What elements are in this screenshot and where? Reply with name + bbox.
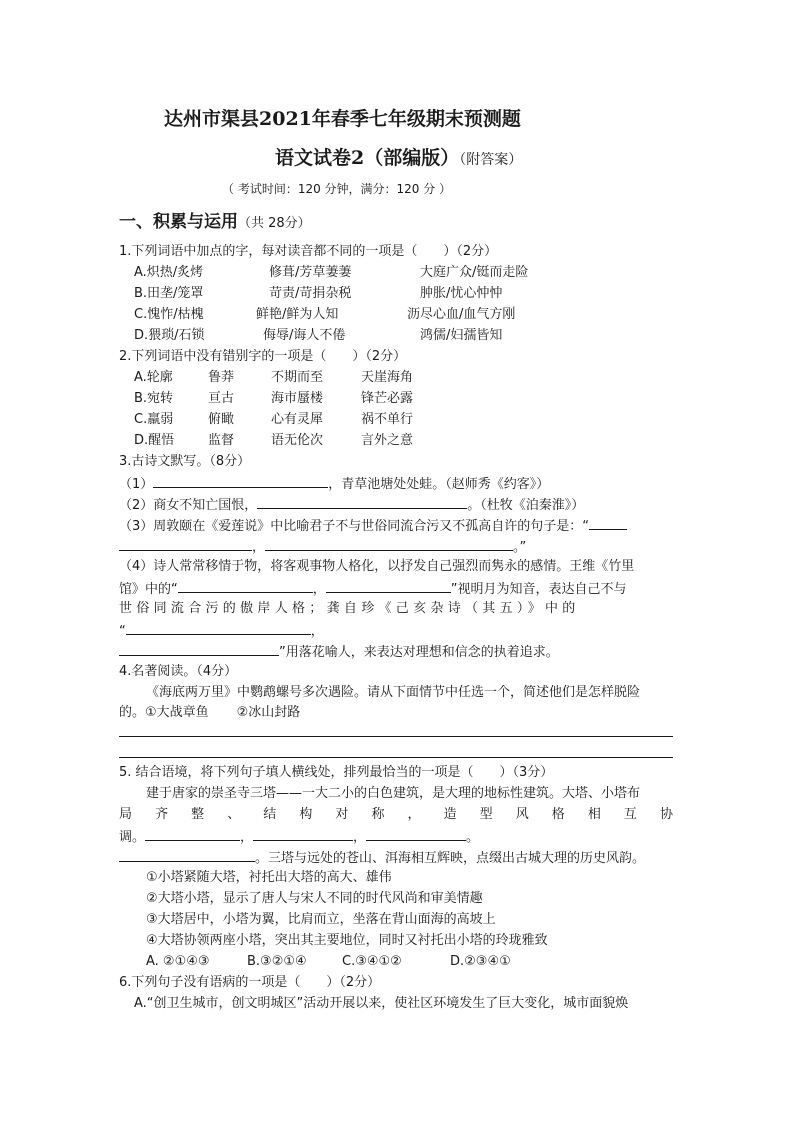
q4-line-2 <box>119 704 300 722</box>
q3-4-comma-2: ， <box>310 624 324 639</box>
q4-option-1: 的。①大战章鱼 <box>119 705 209 720</box>
q2-option-d-1: D.醒悟 <box>134 433 175 448</box>
q5-char: 格 <box>551 807 565 822</box>
q2-option-d-2: 监督 <box>208 433 235 448</box>
answer-blank[interactable] <box>153 474 328 488</box>
q2-option-b-4: 锋芒必露 <box>361 391 414 406</box>
q2-option-c-1: C.羸弱 <box>134 412 174 427</box>
q5-char: 、 <box>227 807 241 822</box>
q5-choice-b: B.③②①④ <box>247 954 307 969</box>
q5-char: 造 <box>443 807 457 822</box>
q3-line-2 <box>119 495 584 515</box>
q3-4-text: 馆》中的“ <box>119 582 178 597</box>
q5-tail: 。三塔与远处的苍山、洱海相互辉映，点缀出古城大理的历史风韵。 <box>255 851 646 866</box>
answer-blank[interactable] <box>589 516 627 530</box>
answer-blank[interactable] <box>253 827 353 841</box>
q2-option-a-3: 不期而至 <box>271 370 324 385</box>
q5-char: ， <box>407 807 421 822</box>
q3-2-head: （2）商女不知亡国恨， <box>119 498 258 513</box>
q5-end: 。 <box>466 830 480 845</box>
q2-option-c-3: 心有灵犀 <box>271 412 324 427</box>
q5-char: 局 <box>119 807 133 822</box>
answer-blank[interactable] <box>366 827 466 841</box>
q3-line-3-cont <box>119 537 526 557</box>
q2-stem: 2.下列词语中没有错别字的一项是（ ）（2分） <box>119 349 407 364</box>
exam-info: （ 考试时间：120 分钟，满分：120 分 ） <box>222 182 452 196</box>
q2-option-a-4: 天崖海角 <box>361 370 414 385</box>
q5-char: 齐 <box>155 807 169 822</box>
q5-char: 构 <box>299 807 313 822</box>
q5-char: 型 <box>479 807 493 822</box>
q4-option-2: ②冰山封路 <box>236 705 301 720</box>
q3-1-tail: ，青草池塘处处蛙。（赵师秀《约客》） <box>328 477 550 492</box>
q5-paragraph-4 <box>119 848 645 868</box>
q3-stem: 3.古诗文默写。（8分） <box>119 454 251 469</box>
answer-blank[interactable] <box>119 642 279 656</box>
subtitle-note: （附答案） <box>459 152 523 168</box>
q5-char: 结 <box>263 807 277 822</box>
q4-stem: 4.名著阅读。（4分） <box>119 664 238 679</box>
q3-line-3 <box>119 516 627 536</box>
q5-paragraph-3 <box>119 827 479 847</box>
q1-option-c-1: C.愧怍/枯槐 <box>134 307 204 322</box>
q5-text: 调。 <box>119 830 146 845</box>
answer-blank[interactable] <box>265 537 513 551</box>
answer-line[interactable] <box>119 757 673 758</box>
q5-choice-a: A. ②①④③ <box>146 954 210 969</box>
q5-choice-c: C.③④①② <box>342 954 402 969</box>
q3-2-tail: 。（杜牧《泊秦淮》） <box>467 498 585 513</box>
q5-choice-d: D.②③④① <box>450 954 511 969</box>
exam-title: 达州市渠县2021年春季七年级期末预测题 <box>164 108 521 130</box>
q2-option-b-1: B.宛转 <box>134 391 174 406</box>
q5-item-3: ③大塔居中，小塔为翼，比肩而立，坐落在背山面海的高坡上 <box>146 912 496 927</box>
q2-option-c-2: 俯瞰 <box>208 412 235 427</box>
q5-sep: ， <box>353 830 367 845</box>
q5-stem: 5. 结合语境，将下列句子填人横线处，排列最恰当的一项是（ ）（3分） <box>119 765 554 780</box>
q5-item-2: ②大塔小塔，显示了唐人与宋人不同的时代风尚和审美情趣 <box>146 891 483 906</box>
q1-stem: 1.下列词语中加点的字，每对读音都不同的一项是（ ）（2分） <box>119 244 498 259</box>
q3-4-comma: ， <box>312 582 326 597</box>
answer-blank[interactable] <box>178 579 313 593</box>
q3-4-end: ”用落花喻人，来表达对理想和信念的执着追求。 <box>279 645 559 660</box>
q2-option-d-3: 语无伦次 <box>271 433 324 448</box>
section-heading <box>119 211 311 235</box>
q1-option-b-3: 肿胀/忧心忡忡 <box>420 286 503 301</box>
q1-option-a-1: A.炽热/炙烤 <box>134 265 204 280</box>
q1-option-a-2: 修葺/芳草萋萋 <box>269 265 352 280</box>
q2-option-b-2: 亘古 <box>208 391 235 406</box>
q3-3-comma: ， <box>252 540 266 555</box>
q2-option-d-4: 言外之意 <box>361 433 414 448</box>
answer-blank[interactable] <box>119 848 255 862</box>
q1-option-d-3: 鸿儒/妇孺皆知 <box>420 328 503 343</box>
q1-option-b-2: 苛责/苛捐杂税 <box>269 286 352 301</box>
q1-option-c-2: 鲜艳/鲜为人知 <box>256 307 339 322</box>
answer-blank[interactable] <box>257 495 467 509</box>
q3-line-4a: （4）诗人常常移情于物，将客观事物人格化，以抒发自己强烈而隽永的感情。王维《竹里 <box>119 559 635 574</box>
q3-3-text: （3）周敦颐在《爱莲说》中比喻君子不与世俗同流合污又不孤高自许的句子是：“ <box>119 519 590 534</box>
q5-char: 互 <box>623 807 637 822</box>
q6-option-a: A.“创卫生城市，创文明城区”活动开展以来，使社区环境发生了巨大变化，城市面貌焕 <box>134 996 629 1011</box>
q4-line-1: 《海底两万里》中鹦鹉螺号多次遇险。请从下面情节中任选一个，简述他们是怎样脱险 <box>146 685 641 700</box>
q5-char: 相 <box>587 807 601 822</box>
q1-option-b-1: B.田垄/笼罩 <box>134 286 204 301</box>
q2-option-c-4: 祸不单行 <box>361 412 414 427</box>
q2-option-b-3: 海市蜃楼 <box>271 391 324 406</box>
q3-line-1 <box>119 474 549 494</box>
q3-4-open-quote: “ <box>119 624 126 639</box>
q1-option-c-3: 沥尽心血/血气方刚 <box>407 307 516 322</box>
answer-blank[interactable] <box>126 621 311 635</box>
q5-item-1: ①小塔紧随大塔，衬托出大塔的高大、雄伟 <box>146 870 392 885</box>
section-title: 一、积累与运用 <box>119 212 238 232</box>
q1-option-d-1: D.猥琐/石锁 <box>134 328 205 343</box>
q3-4-tail: ”视明月为知音，表达自己不与 <box>450 582 627 597</box>
q5-item-4: ④大塔协领两座小塔，突出其主要地位，同时又衬托出小塔的玲珑雅致 <box>146 933 548 948</box>
q5-char: 对 <box>335 807 349 822</box>
q3-line-4d <box>119 621 324 641</box>
q2-option-a-1: A.轮廓 <box>134 370 173 385</box>
q5-char: 风 <box>515 807 529 822</box>
q5-paragraph-2 <box>119 806 673 824</box>
q5-sep: ， <box>240 830 254 845</box>
q1-option-a-3: 大庭广众/铤而走险 <box>420 265 529 280</box>
q3-line-4b <box>119 579 627 599</box>
exam-subtitle <box>275 146 522 170</box>
answer-blank[interactable] <box>145 827 240 841</box>
q5-paragraph-1: 建于唐家的崇圣寺三塔——一大二小的白色建筑，是大理的地标性建筑。大塔、小塔布 <box>146 786 641 801</box>
q3-line-4c: 世俗同流合污的傲岸人格；龚自珍《己亥杂诗（其五）》中的 <box>119 601 580 616</box>
q3-1-number: （1） <box>119 477 154 492</box>
subtitle-main: 语文试卷2（部编版） <box>275 147 460 169</box>
q2-option-a-2: 鲁莽 <box>208 370 235 385</box>
section-points: （共 28分） <box>238 216 311 231</box>
q5-char: 整 <box>191 807 205 822</box>
q3-line-4e <box>119 642 559 662</box>
answer-blank[interactable] <box>119 537 252 551</box>
answer-blank[interactable] <box>326 579 451 593</box>
q1-option-d-2: 侮辱/诲人不倦 <box>263 328 346 343</box>
q3-3-end: 。” <box>513 540 527 555</box>
q5-char: 称 <box>371 807 385 822</box>
answer-line[interactable] <box>119 736 673 737</box>
q5-char: 协 <box>659 807 673 822</box>
q6-stem: 6.下列句子没有语病的一项是（ ）（2分） <box>119 975 381 990</box>
